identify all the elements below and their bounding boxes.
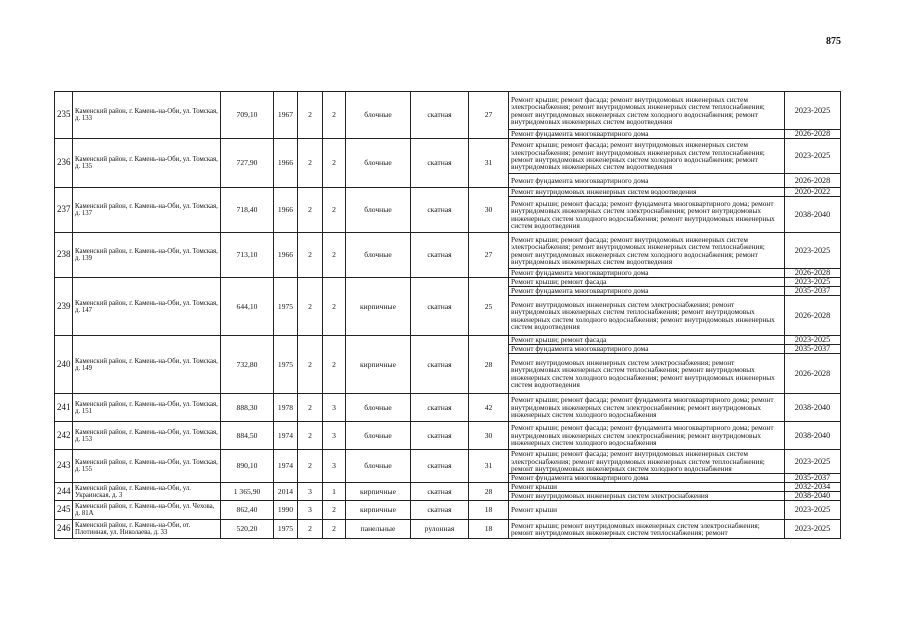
- cell-period: 2023-2025: [785, 233, 841, 269]
- cell-work-type: Ремонт крыши; ремонт фасада: [509, 278, 785, 287]
- cell-work-type: Ремонт фундамента многоквартирного дома: [509, 345, 785, 354]
- cell-address: Каменский район, г. Камень-на-Оби, ул. Томская, д. 139: [73, 233, 221, 278]
- cell-area: 709,10: [221, 92, 274, 139]
- cell-work-type: Ремонт внутридомовых инженерных систем электроснабжения; ремонт внутридомовых инженерных систем теплоснабжения; ремонт внутридомовых инженерных систем холодного водоснабжения; ремонт внутридомовых инженерных систем водоотведения: [509, 354, 785, 394]
- cell-apts: 30: [469, 188, 509, 233]
- cell-entrances: 3: [323, 422, 346, 450]
- cell-address: Каменский район, г. Камень-на-Оби, ул. Томская, д. 149: [73, 336, 221, 394]
- cell-apts: 28: [469, 336, 509, 394]
- cell-walls: кирпичные: [346, 278, 411, 336]
- cell-work-type: Ремонт фундамента многоквартирного дома: [509, 269, 785, 278]
- cell-period: 2023-2025: [785, 450, 841, 474]
- cell-period: 2035-2037: [785, 287, 841, 296]
- cell-entrances: 2: [323, 92, 346, 139]
- cell-roof: скатная: [411, 92, 469, 139]
- cell-apts: 18: [469, 520, 509, 539]
- cell-num: 236: [55, 139, 73, 188]
- cell-walls: блочные: [346, 139, 411, 188]
- cell-floors: 2: [298, 520, 323, 539]
- table-row: [55, 336, 841, 345]
- cell-roof: скатная: [411, 139, 469, 188]
- cell-year: 1990: [274, 501, 298, 520]
- table-row: [55, 501, 841, 520]
- cell-entrances: 2: [323, 336, 346, 394]
- cell-work-type: Ремонт крыши; ремонт внутридомовых инженерных систем электроснабжения; ремонт внутридомовых инженерных систем теплоснабжения; ремонт: [509, 520, 785, 539]
- cell-period: 2026-2028: [785, 130, 841, 139]
- cell-period: 2023-2025: [785, 278, 841, 287]
- cell-roof: скатная: [411, 394, 469, 422]
- cell-num: 242: [55, 422, 73, 450]
- cell-roof: скатная: [411, 422, 469, 450]
- cell-floors: 2: [298, 188, 323, 233]
- cell-floors: 3: [298, 501, 323, 520]
- cell-period: 2023-2025: [785, 336, 841, 345]
- cell-address: Каменский район, г. Камень-на-Оби, ул. Томская, д. 153: [73, 422, 221, 450]
- cell-entrances: 2: [323, 501, 346, 520]
- cell-year: 1966: [274, 233, 298, 278]
- cell-area: 890,10: [221, 450, 274, 483]
- cell-floors: 2: [298, 139, 323, 188]
- cell-walls: блочные: [346, 422, 411, 450]
- table-row: [55, 483, 841, 492]
- cell-entrances: 2: [323, 188, 346, 233]
- cell-work-type: Ремонт крыши; ремонт фасада; ремонт внутридомовых инженерных систем электроснабжения; ремонт внутридомовых инженерных систем теплоснабжения; ремонт внутридомовых инженерных систем холодного водоснабжения; ремонт внутридомовых инженерных систем водоотведения: [509, 233, 785, 269]
- cell-walls: кирпичные: [346, 501, 411, 520]
- cell-area: 888,30: [221, 394, 274, 422]
- cell-year: 1975: [274, 278, 298, 336]
- cell-work-type: Ремонт фундамента многоквартирного дома: [509, 287, 785, 296]
- cell-area: 1 365,90: [221, 483, 274, 501]
- housing-repair-table: [54, 91, 841, 539]
- cell-work-type: Ремонт крыши; ремонт фасада; ремонт внутридомовых инженерных систем электроснабжения; ремонт внутридомовых инженерных систем теплоснабжения; ремонт внутридомовых инженерных систем холодного водоснабжения; ремонт внутридомовых инженерных систем водоотведения: [509, 139, 785, 174]
- cell-floors: 2: [298, 450, 323, 483]
- cell-period: 2026-2028: [785, 174, 841, 188]
- cell-area: 727,90: [221, 139, 274, 188]
- cell-year: 1974: [274, 422, 298, 450]
- cell-num: 244: [55, 483, 73, 501]
- cell-num: 239: [55, 278, 73, 336]
- cell-roof: скатная: [411, 450, 469, 483]
- cell-num: 237: [55, 188, 73, 233]
- cell-address: Каменский район, г. Камень-на-Оби, от. Плотинная, ул. Николаева, д. 33: [73, 520, 221, 539]
- cell-area: 732,80: [221, 336, 274, 394]
- cell-period: 2023-2025: [785, 92, 841, 130]
- cell-address: Каменский район, г. Камень-на-Оби, ул. Томская, д. 135: [73, 139, 221, 188]
- cell-area: 713,10: [221, 233, 274, 278]
- table-row: [55, 233, 841, 269]
- cell-num: 240: [55, 336, 73, 394]
- cell-address: Каменский район, г. Камень-на-Оби, ул. Чехова, д. 81А: [73, 501, 221, 520]
- cell-apts: 31: [469, 450, 509, 483]
- cell-area: 862,40: [221, 501, 274, 520]
- cell-apts: 18: [469, 501, 509, 520]
- cell-period: 2038-2040: [785, 492, 841, 501]
- cell-floors: 2: [298, 394, 323, 422]
- cell-floors: 2: [298, 278, 323, 336]
- cell-period: 2023-2025: [785, 501, 841, 520]
- cell-num: 241: [55, 394, 73, 422]
- table-row: [55, 278, 841, 287]
- cell-work-type: Ремонт внутридомовых инженерных систем электроснабжения: [509, 492, 785, 501]
- cell-floors: 2: [298, 92, 323, 139]
- cell-roof: рулонная: [411, 520, 469, 539]
- cell-area: 644,10: [221, 278, 274, 336]
- cell-work-type: Ремонт внутридомовых инженерных систем электроснабжения; ремонт внутридомовых инженерных систем теплоснабжения; ремонт внутридомовых инженерных систем холодного водоснабжения; ремонт внутридомовых инженерных систем водоотведения: [509, 296, 785, 336]
- page-number: 875: [826, 36, 841, 47]
- cell-period: 2026-2028: [785, 296, 841, 336]
- cell-work-type: Ремонт крыши; ремонт фасада; ремонт фундамента многоквартирного дома; ремонт внутридомовых инженерных систем электроснабжения; ремонт внутридомовых инженерных систем холодного водоснабжения; ремонт внутридомовых инженерных систем водоотведения: [509, 197, 785, 233]
- cell-num: 243: [55, 450, 73, 483]
- table-row: [55, 92, 841, 130]
- cell-roof: скатная: [411, 188, 469, 233]
- cell-year: 1974: [274, 450, 298, 483]
- table-row: [55, 422, 841, 450]
- cell-work-type: Ремонт фундамента многоквартирного дома: [509, 174, 785, 188]
- cell-period: 2026-2028: [785, 354, 841, 394]
- cell-entrances: 3: [323, 450, 346, 483]
- cell-address: Каменский район, г. Камень-на-Оби, ул. Томская, д. 133: [73, 92, 221, 139]
- cell-period: 2038-2040: [785, 422, 841, 450]
- cell-walls: блочные: [346, 450, 411, 483]
- cell-num: 235: [55, 92, 73, 139]
- cell-work-type: Ремонт крыши; ремонт фасада; ремонт фундамента многоквартирного дома; ремонт внутридомовых инженерных систем электроснабжения; ремонт внутридомовых инженерных систем холодного водоснабжения: [509, 422, 785, 450]
- table-row: [55, 139, 841, 174]
- cell-area: 884,50: [221, 422, 274, 450]
- cell-address: Каменский район, г. Камень-на-Оби, ул. Томская, д. 155: [73, 450, 221, 483]
- cell-entrances: 2: [323, 139, 346, 188]
- cell-work-type: Ремонт внутридомовых инженерных систем водоотведения: [509, 188, 785, 197]
- cell-area: 718,40: [221, 188, 274, 233]
- cell-floors: 3: [298, 483, 323, 501]
- table-row: [55, 188, 841, 197]
- cell-period: 2035-2037: [785, 345, 841, 354]
- cell-address: Каменский район, г. Камень-на-Оби, ул. Томская, д. 147: [73, 278, 221, 336]
- cell-address: Каменский район, г. Камень-на-Оби, ул. Украинская, д. 3: [73, 483, 221, 501]
- cell-apts: 30: [469, 422, 509, 450]
- cell-entrances: 1: [323, 483, 346, 501]
- cell-period: 2023-2025: [785, 139, 841, 174]
- cell-work-type: Ремонт фундамента многоквартирного дома: [509, 130, 785, 139]
- cell-apts: 27: [469, 233, 509, 278]
- cell-roof: скатная: [411, 336, 469, 394]
- cell-year: 1975: [274, 520, 298, 539]
- cell-floors: 2: [298, 336, 323, 394]
- cell-apts: 28: [469, 483, 509, 501]
- cell-floors: 2: [298, 422, 323, 450]
- cell-walls: кирпичные: [346, 483, 411, 501]
- cell-entrances: 2: [323, 233, 346, 278]
- cell-entrances: 2: [323, 278, 346, 336]
- cell-apts: 25: [469, 278, 509, 336]
- cell-work-type: Ремонт крыши; ремонт фасада: [509, 336, 785, 345]
- cell-period: 2026-2028: [785, 269, 841, 278]
- cell-address: Каменский район, г. Камень-на-Оби, ул. Томская, д. 137: [73, 188, 221, 233]
- cell-period: 2038-2040: [785, 394, 841, 422]
- cell-address: Каменский район, г. Камень-на-Оби, ул. Томская, д. 151: [73, 394, 221, 422]
- cell-work-type: Ремонт крыши: [509, 483, 785, 492]
- cell-area: 520,20: [221, 520, 274, 539]
- cell-period: 2020-2022: [785, 188, 841, 197]
- cell-year: 1966: [274, 188, 298, 233]
- cell-work-type: Ремонт фундамента многоквартирного дома: [509, 474, 785, 483]
- cell-apts: 31: [469, 139, 509, 188]
- cell-roof: скатная: [411, 501, 469, 520]
- cell-walls: блочные: [346, 188, 411, 233]
- cell-walls: блочные: [346, 394, 411, 422]
- cell-period: 2038-2040: [785, 197, 841, 233]
- cell-walls: панельные: [346, 520, 411, 539]
- cell-period: 2032-2034: [785, 483, 841, 492]
- cell-walls: блочные: [346, 233, 411, 278]
- cell-num: 245: [55, 501, 73, 520]
- cell-work-type: Ремонт крыши; ремонт фасада; ремонт внутридомовых инженерных систем электроснабжения; ремонт внутридомовых инженерных систем теплоснабжения; ремонт внутридомовых инженерных систем холодного водоснабжения; ремонт внутридомовых инженерных систем водоотведения: [509, 92, 785, 130]
- cell-entrances: 3: [323, 394, 346, 422]
- cell-apts: 42: [469, 394, 509, 422]
- cell-work-type: Ремонт крыши: [509, 501, 785, 520]
- cell-period: 2035-2037: [785, 474, 841, 483]
- cell-period: 2023-2025: [785, 520, 841, 539]
- cell-work-type: Ремонт крыши; ремонт фасада; ремонт внутридомовых инженерных систем электроснабжения; ремонт внутридомовых инженерных систем теплоснабжения; ремонт внутридомовых инженерных систем холодного водоснабжения: [509, 450, 785, 474]
- cell-num: 246: [55, 520, 73, 539]
- cell-floors: 2: [298, 233, 323, 278]
- table-row: [55, 394, 841, 422]
- cell-year: 1967: [274, 92, 298, 139]
- table-row: [55, 450, 841, 474]
- cell-num: 238: [55, 233, 73, 278]
- cell-apts: 27: [469, 92, 509, 139]
- cell-year: 1978: [274, 394, 298, 422]
- cell-year: 1966: [274, 139, 298, 188]
- cell-walls: кирпичные: [346, 336, 411, 394]
- cell-entrances: 2: [323, 520, 346, 539]
- cell-work-type: Ремонт крыши; ремонт фасада; ремонт фундамента многоквартирного дома; ремонт внутридомовых инженерных систем электроснабжения; ремонт внутридомовых инженерных систем холодного водоснабжения: [509, 394, 785, 422]
- cell-roof: скатная: [411, 278, 469, 336]
- table-row: [55, 520, 841, 539]
- cell-roof: скатная: [411, 233, 469, 278]
- cell-walls: блочные: [346, 92, 411, 139]
- cell-year: 1975: [274, 336, 298, 394]
- cell-year: 2014: [274, 483, 298, 501]
- cell-roof: скатная: [411, 483, 469, 501]
